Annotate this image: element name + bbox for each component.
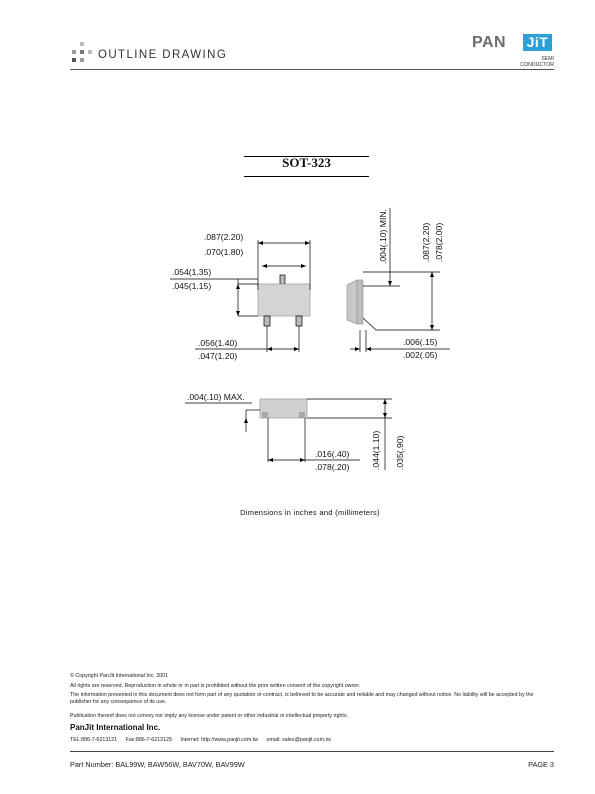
logo-pan-text: PAN: [472, 34, 507, 51]
dim-body-height-max: .044(1.10): [371, 430, 381, 470]
dim-lead-thick-max: .006(.15): [403, 337, 438, 347]
footer-contact: [70, 737, 338, 743]
dim-lead-pitch-min: .047(1.20): [198, 351, 238, 361]
footer-internet: Internet: http://www.panjit.com.tw: [180, 737, 259, 743]
dim-top-width-max: .087(2.20): [204, 232, 244, 242]
page-number: PAGE 3: [528, 760, 554, 769]
dim-side-height-max: .087(2.20): [421, 222, 431, 262]
dim-lead-thick-min: .002(.05): [403, 350, 438, 360]
part-number: Part Number: BAL99W, BAW56W, BAV70W, BAV99W: [70, 760, 245, 769]
dim-top-height-min: .045(1.15): [172, 281, 212, 291]
front-view: [185, 399, 392, 470]
footer-license: Publication thereof does not convey nor imply any license under patent or other industrial or intellectual property rights.: [70, 713, 348, 719]
dim-lead-width-min: .078(.20): [315, 462, 350, 472]
dim-standoff-max: .004(.10) MAX.: [187, 392, 245, 402]
logo-jit-badge: JiT: [523, 34, 552, 51]
footer-copyright: © Copyright PanJit International Inc. 2001: [70, 673, 169, 679]
footer-tel: TEL:886-7-6213121: [70, 737, 118, 743]
footer-rights: All rights are reserved. Reproduction in whole or in part is prohibited without the prior written consent of the copyright owner.: [70, 683, 361, 689]
package-title: SOT-323: [282, 155, 331, 170]
footer-company: PanJit International Inc.: [70, 723, 161, 732]
dim-lead-width-max: .016(.40): [315, 449, 350, 459]
dim-top-height-max: .054(1.35): [172, 267, 212, 277]
dim-side-height-min: .078(2.00): [434, 222, 444, 262]
logo-subtitle-semi: SEMI: [541, 56, 554, 62]
logo-subtitle-conductor: CONDUCTOR: [520, 62, 554, 68]
dimensions-note: Dimensions in inches and (millimeters): [240, 508, 380, 517]
dim-standoff-min: .004(.10) MIN.: [378, 209, 388, 264]
footer-disclaimer: The information presented in this document does not form part of any quotation or contract, is believed to be accurate and reliable and may changed without notice. No liability will be accepted by the publisher for any consequence of its use.: [70, 692, 534, 705]
footer-fax: Fax:886-7-6213129: [125, 737, 172, 743]
dim-top-width-min: .070(1.80): [204, 247, 244, 257]
footer-email: email: sales@panjit.com.tw: [266, 737, 331, 743]
section-title: OUTLINE DRAWING: [98, 49, 228, 61]
dim-lead-pitch-max: .056(1.40): [198, 338, 238, 348]
footer-divider: [70, 751, 554, 752]
dim-body-height-min: .035(.90): [395, 435, 405, 470]
